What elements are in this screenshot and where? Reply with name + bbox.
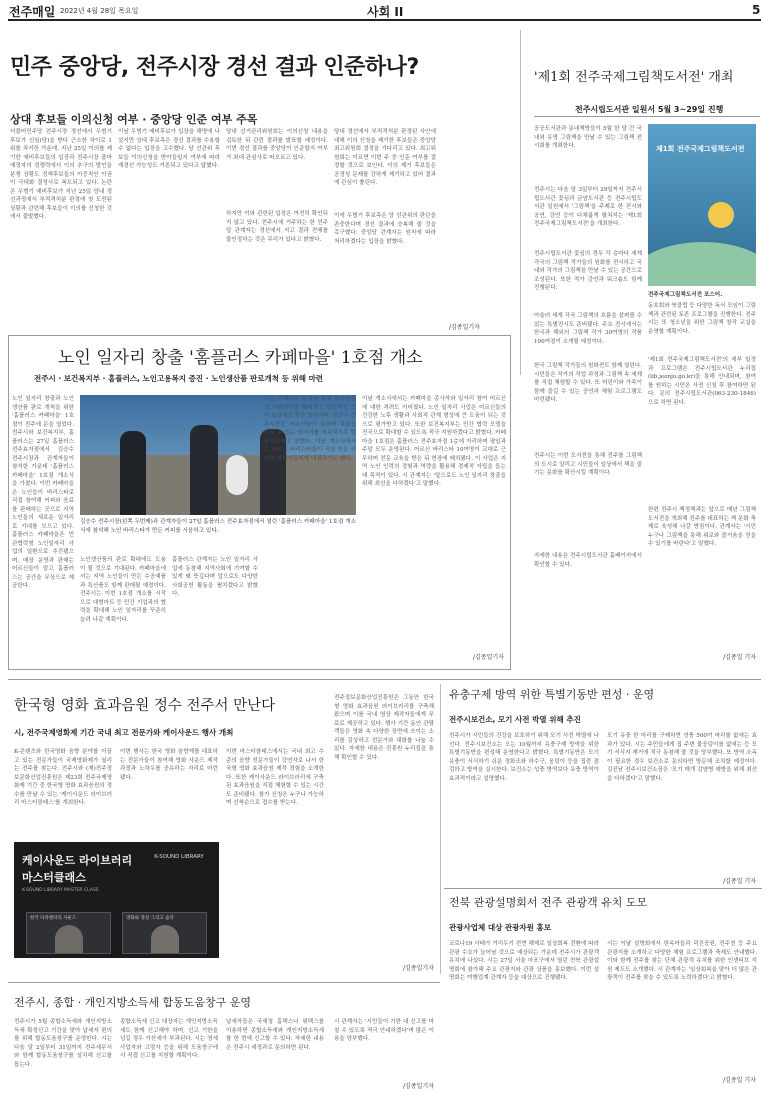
article-7-credit: /김종일기자 <box>402 1083 434 1090</box>
article-5-col-2: 모기 유충 한 마리를 구제하면 성충 500여 마리를 없애는 효과가 있다. 시는 주민들에게 집 주변 물웅덩이를 없애는 등 모기 서식지 제거에 적극 동참해 줄 것을 당부했다. 또 방역 소독이 필요한 경우 보건소로 문의하면 방문해 조치할 예정이다. 김진남 전주시보건소장은 '모기 매개 감염병 예방을 위해 최선을 다하겠다'고 말했다. <box>607 733 757 782</box>
article-6-col-2: 시는 이날 설명회에서 한옥마을과 덕진공원, 전주천 등 주요 관광지를 소개하고 다양한 체험 프로그램과 축제도 안내했다. 이와 함께 전주를 찾는 단체 관광객 유치를 위한 인센티브 지원 제도도 소개했다. 시 관계자는 '일상회복을 맞아 더 많은 관광객이 전주를 찾을 수 있도록 노력하겠다'고 밝혔다. <box>607 941 757 981</box>
article-6-headline: 전북 관광설명회서 전주 관광객 유치 도모 <box>449 896 648 909</box>
article-4-headline: 한국형 영화 효과음원 정수 전주서 만난다 <box>14 698 276 714</box>
lecture-card-2-photo <box>151 925 179 953</box>
article-4-subhead: 시, 전주국제영화제 기간 국내 최고 전문가와 케이사운드 행사 개최 <box>14 728 234 737</box>
article-1-col-4b: 이에 우범기 후보측은 당 선관위의 판단을 존중한다며 경선 결과에 승복해 줄 것을 촉구했다. 중앙당 관계자는 원칙에 따라 처리하겠다는 입장을 밝혔다. <box>334 213 436 245</box>
banner-line-2: 마스터클래스 <box>22 871 86 884</box>
article-1-col-3b: 하지만 이와 관련된 입장은 여전히 확인되지 않고 있다. 전주시에 거주하는 한 민주당 관계자는 경선에서 지고 결과 전체를 불인정하는 것은 무리가 있다고 밝혔다. <box>226 211 328 243</box>
article-1-col-2: 이날 우범기 예비후보가 입장을 해명에 나섰지만 상대 후보측은 경선 결과를 수용할 수 없다는 입장을 고수했다. 당 선관위 후보들 이의신청을 받아들일지 여부에 따라 재경선 가능성도 거론되고 있다고 답했다. <box>118 129 220 169</box>
article-5-headline: 유충구제 방역 위한 특별기동반 편성 · 운영 <box>449 688 655 701</box>
article-1-col-3: 당내 선거관리위원회는 이의신청 내용을 검토한 뒤 관련 결과를 발표할 예정이다. 이번 경선 결과를 중앙당이 인준할지 여부가 최대 관심사로 떠오르고 있다. <box>226 129 328 161</box>
article-2-col-2: 한국 그림책 작가들의 원화전도 함께 열린다. 시민들은 작가의 작업 과정과 그림책 속 세계를 직접 체험할 수 있다. 또 어린이와 가족이 함께 즐길 수 있는 공연과 체험 프로그램도 마련됐다. <box>534 363 642 403</box>
newspaper-logo: 전주매일 <box>9 5 56 19</box>
article-2-headline: '제1회 전주국제그림책도서전' 개최 <box>534 70 734 85</box>
photo-caption: 김승수 전주시장(왼쪽 두번째)과 관계자들이 27일 홈플러스 전주효자점에서 열린 '홈플러스 카페마을' 1호점 개소식에 참석해 노인 바리스타가 만든 커피를 시음하고 있다. <box>80 519 356 534</box>
issue-date: 2022년 4월 28일 목요일 <box>60 7 139 15</box>
poster-image <box>648 124 756 286</box>
article-5-col-1: 전주시가 시민들의 건강을 보호하기 위해 모기 사전 박멸에 나선다. 전주시보건소는 오는 10월까지 유충구제 방역을 위한 특별기동반을 편성해 운영한다고 밝혔다. 특별기동반은 모기 유충이 서식하기 쉬운 정화조와 하수구, 웅덩이 등을 집중 점검하고 방역을 실시한다. 보건소는 성충 방역보다 유충 방역이 효과적이라고 설명했다. <box>449 733 599 782</box>
article-2-col-1d: 아울러 세계 각국 그림책의 흐름을 살펴볼 수 있는 특별전시도 준비됐다. 주요 전시에서는 한국과 해외의 그림책 작가 30여명의 작품 100여점이 소개될 예정이다. <box>534 313 642 345</box>
article-4-col-4: 전주정보문화산업진흥원은 그동안 한국형 영화 효과음원 라이브러리를 구축해 왔으며 이를 국내 영상 제작자들에게 무료로 제공하고 있다. 행사 기간 동안 관람객들은 영화 속 다양한 장면에 쓰이는 소리를 감상하고 전문가와 대화를 나눌 수 있다. 자세한 내용은 진흥원 누리집을 통해 확인할 수 있다. <box>334 695 434 761</box>
article-2-right-1: 동호회와 북클럽 등 다양한 독서 모임이 그림책과 관련된 토론 프로그램을 진행한다. 전주시는 또 청소년을 위한 그림책 창작 교실을 운영할 계획이다. <box>648 303 756 335</box>
article-1-subhead: 상대 후보들 이의신청 여부 · 중앙당 인준 여부 주목 <box>10 113 258 126</box>
article-1-headline: 민주 중앙당, 전주시장 경선 결과 인준하나? <box>10 55 419 80</box>
section-rule <box>8 679 761 680</box>
lecture-card-1-photo <box>55 925 83 953</box>
poster-title: 제1회 전주국제그림책도서전 <box>656 145 745 153</box>
article-7-col-1: 전주시가 5월 종합소득세와 개인지방소득세 확정신고 기간을 맞아 납세자 편의를 위해 합동도움창구를 운영한다. 시는 다음 달 2일부터 31일까지 전주세무서와 함께 합동도움창구를 설치해 신고를 돕는다. <box>14 1019 112 1068</box>
article-2-subhead: 전주시립도서관 일원서 5월 3~29일 진행 <box>575 105 724 114</box>
article-2-col-1b: 전주시는 다음 달 3일부터 29일까지 전주시립도서관 꽃심과 금암도서관 등 전주시립도서관 일원에서 '그림책'을 주제로 한 전시와 공연, 강연 등이 다채롭게 펼쳐지는 '제1회 전주국제그림책도서전'을 개최한다. <box>534 187 642 227</box>
article-6-credit: /김종일 기자 <box>723 1077 756 1084</box>
lecture-card-2 <box>122 912 207 954</box>
article-7-rule <box>8 982 440 983</box>
article-2-col-3b: 한편 전주시 책정책과는 앞으로 매년 그림책 도서전을 개최해 전주를 대표하는 책 문화 축제로 육성해 나갈 방침이다. 관계자는 '시민 누구나 그림책을 통해 위로와 즐거움을 얻을 수 있기를 바란다'고 말했다. <box>648 507 756 547</box>
photo-robot <box>226 455 248 495</box>
article-2-col-1: 공공도서관과 동네책방들이 5월 한 달 간 국내외 유명 그림책을 만날 수 있는 그림책 전시회를 개최한다. <box>534 126 642 149</box>
section-title: 사회 II <box>367 5 404 19</box>
article-3-credit: /김종일기자 <box>472 654 504 661</box>
poster-caption: 전주국제그림책도서전 포스터. <box>648 292 723 298</box>
article-3-col-1: 노인 일자리 창출과 노인생산품 판로 개척을 위한 '홈플러스 카페마을' 1호점이 전주에 문을 열었다. 전주시와 보건복지부, 홈플러스는 27일 홈플러스 전주효자점에서 김승수 전주시장과 관계자들이 참석한 가운데 '홈플러스 카페마을' 1호점 개소식을 가졌다. 이번 카페마을은 노인들이 바리스타로 직접 참여해 커피와 음료를 판매하는 곳으로 지역 노인들의 새로운 일자리로 기대를 모으고 있다. 홈플러스 카페마을은 민관협력형 노인일자리 사업의 일환으로 추진됐으며, 매장 운영과 판매는 어르신들이 맡고 홈플러스는 공간을 무상으로 제공한다. <box>12 396 74 589</box>
article-2-col-3: '제1회 전주국제그림책도서전'의 세부 일정과 프로그램은 전주시립도서관 누리집(lib.jeonju.go.kr)을 통해 안내되며, 참여를 원하는 시민은 사전 신청 후 참여하면 된다. 문의 전주시립도서관(063-230-1846)으로 하면 된다. <box>648 357 756 406</box>
article-7-headline: 전주시, 종합 · 개인지방소득세 합동도움창구 운영 <box>14 996 251 1009</box>
article-2-col-2c: 자세한 내용은 전주시립도서관 홈페이지에서 확인할 수 있다. <box>534 553 642 568</box>
lecture-card-1 <box>26 912 111 954</box>
article-5-credit: /김종일 기자 <box>723 878 756 885</box>
poster-hill <box>648 242 756 286</box>
lecture-card-1-title: 한국 다큐멘터리 사운드 <box>30 916 77 921</box>
article-4-credit: /김종일기자 <box>402 965 434 972</box>
article-7-col-2: 종합소득세 신고 대상자는 개인지방소득세도 함께 신고해야 하며, 신고 기한을 넘길 경우 가산세가 부과된다. 시는 영세사업자와 고령자 등을 위해 도움창구에서 직접 신고를 지원할 계획이다. <box>120 1019 218 1059</box>
article-2-credit: /김종일 기자 <box>723 654 756 661</box>
article-3-col-2: 노인생산품의 판로 확대에도 도움이 될 것으로 기대된다. 카페마을에서는 지역 노인들이 만든 수공예품과 특산품도 함께 판매될 예정이다. 전주시는 이번 1호점 개소를 시작으로 대형마트 등 민간 기업과의 협력을 확대해 노인 일자리를 꾸준히 늘려 나갈 계획이다. <box>80 557 166 623</box>
article-6-col-1: 코로나19 사태가 거리두기 전면 해제로 일상회복 전환에 따라 관광 수요가 늘어날 것으로 예상되는 가운데 전주시가 관광객 유치에 나섰다. 시는 27일 서울 마포구에서 열린 전북 관광설명회에 참가해 주요 관광지와 관광 상품을 홍보했다. 이번 설명회는 여행업계 관계자 등을 대상으로 진행됐다. <box>449 941 599 981</box>
article-3-col-4: 이날 개소식에서는 카페마을 종사자와 일자리 참여 어르신에 대한 격려도 이어졌다. 노인 일자리 사업은 어르신들의 건강한 노후 생활과 사회적 관계 형성에 큰 도움이 되는 것으로 평가받고 있다. 또한 보건복지부는 민간 협력 모델을 전국으로 확대할 수 있도록 적극 지원하겠다고 밝혔다. 카페마을 1호점은 홈플러스 전주효자점 1층에 자리하며 평일과 주말 모두 운영된다. 어르신 바리스타 10여명이 교대로 근무하며 전문 교육을 받은 뒤 현장에 배치됐다. 이 사업은 지역 노인 인력의 경험과 역량을 활용해 경제적 자립을 돕는 데 목적이 있다. 시 관계자는 '앞으로도 노인 일자리 창출을 위해 최선을 다하겠다'고 말했다. <box>362 396 506 487</box>
article-3-col-2b: 홈플러스 관계자는 노인 일자리 사업에 동참해 지역사회에 기여할 수 있게 돼 뜻깊다며 앞으로도 다양한 사회공헌 활동을 펼치겠다고 밝혔다. <box>172 557 258 597</box>
article-7-col-3: 납세자들은 국세청 홈택스나 위택스를 이용하면 종합소득세와 개인지방소득세를 한 번에 신고할 수 있다. 자세한 내용은 전주시 세정과로 문의하면 된다. <box>226 1019 324 1051</box>
article-2-col-1c: 전주시립도서관 꽃심의 경우 각 층마다 세계 각국의 그림책 작가들의 원화를 전시하고 국내외 작가의 그림책을 만날 수 있는 공간으로 조성된다. 또한 작가 강연과 워크숍도 함께 진행된다. <box>534 251 642 291</box>
article-1-col-1: 더불어민주당 전주시장 경선에서 우범기 후보가 신임(당)을 받다 근소한 차이로 1위를 차지한 가운데, 지난 25일 이의를 제기한 예비후보들의 입장과 전주시장 출마예정자의 경쟁력에서 이의 추구의 발언을 분쟁 상황도 정책후보들의 이중적인 이권이 극대화 결정사로 복도되고 있다. 논란은 우범기 예비후보가 지난 25일 당내 경선과정에서 부적격처분 판정에 첫 도전된 상황과 관련해 후보들이 이의를 신청한 것에서 출발했다. <box>10 129 112 220</box>
banner-sub: K-SOUND LIBRARY MASTER CLASS <box>22 888 99 893</box>
article-7-col-4: 시 관계자는 '시민들이 기한 내 신고를 마칠 수 있도록 적극 안내하겠다'며 많은 이용을 당부했다. <box>334 1019 434 1042</box>
article-4-col-1: K-콘텐츠와 한국영화 음향 분야를 이끌고 있는 전문가들이 국제영화제가 열리는 전주를 찾는다. 전주시와 (재)전주정보문화산업진흥원은 제23회 전주국제영화제 기간 중 한국형 영화 효과음원의 정수를 만날 수 있는 '케이사운드 라이브러리 마스터클래스'를 개최한다. <box>14 749 112 806</box>
article-1-col-4: 당내 경선에서 부적격처분 판정된 사안에 대해 이의 신청을 제기한 후보들은 중앙당 최고위원회 결정을 기다리고 있다. 최고위원회는 이르면 이번 주 중 인준 여부를 결정할 것으로 보인다. 이의 제기 후보들은 공정성 문제를 강하게 제기하고 있어 결과에 관심이 쏠린다. <box>334 129 436 186</box>
article-1-credit: /김종일기자 <box>448 324 480 331</box>
article-5-subhead: 전주시보건소, 모기 사전 박멸 위해 추진 <box>449 715 581 724</box>
vertical-divider-2 <box>440 684 441 974</box>
article-2-col-2b: 전주시는 이번 도서전을 통해 전주를 그림책의 도시로 알리고 시민들이 일상에서 책을 즐기는 문화를 확산시킬 계획이다. <box>534 453 642 476</box>
page-number: 5 <box>752 3 761 17</box>
banner-brand: K-SOUND LIBRARY <box>154 854 204 860</box>
photo-person-2 <box>190 425 218 515</box>
header-rule <box>8 19 761 21</box>
article-3-col-3: 시는 카페마을 운영을 통해 어르신들의 사회참여를 확대하고 안정적인 소득 보장에도 힘쓸 방침이다. 김승수 전주시장은 어르신들이 일하며 보람을 느낄 수 있는 일자리를 지속적으로 발굴하겠다고 말했다. 이날 개소식에서는 어르신 바리스타들이 직접 만든 커피를 참석자들에게 대접하기도 했다. <box>264 396 356 462</box>
article-4-col-3: 이번 마스터클래스에서는 국내 최고 수준의 음향 전문가들이 강연자로 나서 한국형 영화 효과음원 제작 경험을 소개한다. 또한 케이사운드 라이브러리에 구축된 효과음원을 직접 체험할 수 있는 시간도 준비됐다. 참가 신청은 누구나 가능하며 선착순으로 접수를 받는다. <box>226 749 324 806</box>
vertical-divider <box>520 30 521 375</box>
article-2-rule <box>534 116 760 117</box>
photo-person-1 <box>120 431 146 515</box>
article-6-subhead: 관광사업체 대상 관광자원 홍보 <box>449 923 552 932</box>
article-4-col-2: 이번 행사는 한국 영화 음향계를 대표하는 전문가들이 참여해 영화 사운드 제작 과정과 노하우를 공유하는 자리로 마련됐다. <box>120 749 218 781</box>
article-3-subhead: 전주시 · 보건복지부 · 홈플러스, 노인고용복지 증진 · 노인생산품 판로개척 등 위해 마련 <box>34 374 324 383</box>
banner-line-1: 케이사운드 라이브러리 <box>22 854 133 867</box>
article-3-headline: 노인 일자리 창출 '홈플러스 카페마을' 1호점 개소 <box>58 348 423 368</box>
poster-sun <box>708 202 734 228</box>
masterclass-banner <box>14 842 219 958</box>
article-6-rule <box>444 888 762 889</box>
lecture-card-2-title: 영화와 영상 그리고 음악 <box>126 916 174 921</box>
